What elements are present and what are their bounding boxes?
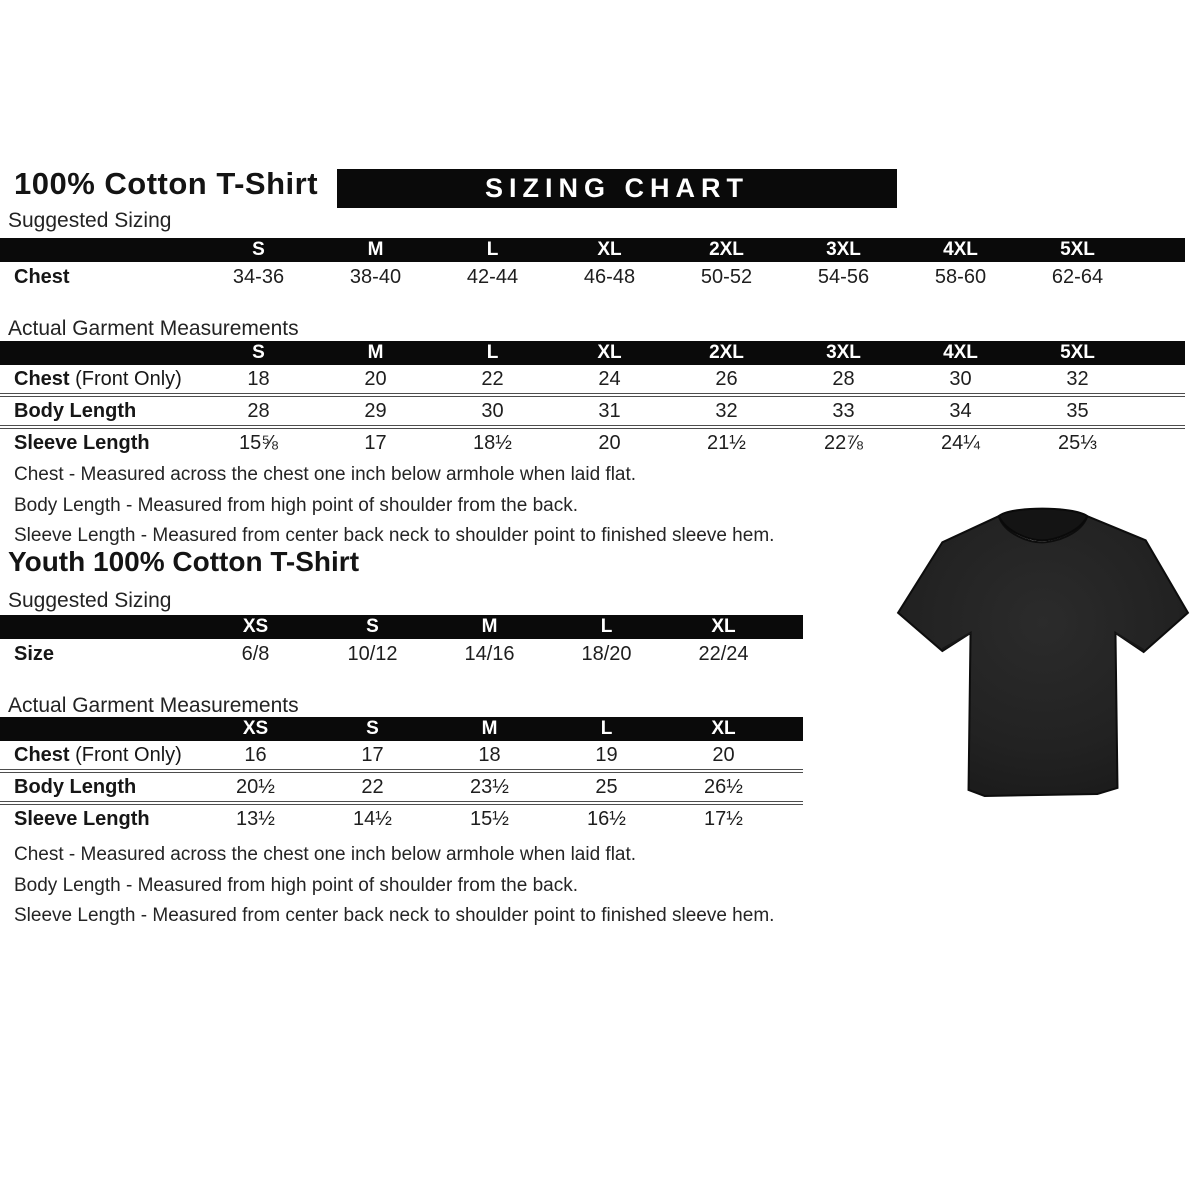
measurement-value: 24¼ (941, 432, 980, 454)
measurement-value: 17½ (704, 808, 743, 830)
row-label: Body Length (14, 776, 137, 798)
note-sleeve-length: Sleeve Length - Measured from center back neck to shoulder point to finished sleeve hem. (14, 905, 775, 926)
measurement-value: 23½ (470, 776, 509, 798)
table-row-sleeve-length (0, 801, 803, 833)
row-label-suffix: (Front Only) (69, 368, 182, 390)
adult-suggested-sizing-heading: Suggested Sizing (8, 209, 172, 232)
note-chest: Chest - Measured across the chest one inch below armhole when laid flat. (14, 844, 637, 865)
size-col-header: XL (665, 717, 782, 741)
measurement-value: 62-64 (1051, 266, 1104, 288)
measurement-value: 6/8 (241, 643, 270, 665)
adult-suggested-table (0, 238, 1185, 292)
row-filler-cell (782, 741, 803, 769)
note-chest: Chest - Measured across the chest one inch below armhole when laid flat. (14, 464, 637, 485)
measurement-value: 46-48 (583, 266, 636, 288)
size-col-header: 4XL (902, 341, 1019, 365)
measurement-value: 14½ (353, 808, 392, 830)
row-label: Sleeve Length (14, 432, 150, 454)
measurement-value: 32 (715, 400, 738, 422)
note-body-length: Body Length - Measured from high point of shoulder from the back. (14, 494, 578, 516)
measurement-value: 33 (832, 400, 855, 422)
size-col-header: XL (551, 238, 668, 262)
row-label: Chest (14, 266, 70, 288)
tshirt-image (886, 490, 1198, 802)
measurement-value: 54-56 (817, 266, 870, 288)
header-filler-cell (782, 717, 803, 741)
adult-measurement-notes (14, 460, 774, 552)
header-filler-cell (1136, 341, 1185, 365)
measurement-value: 10/12 (347, 643, 398, 665)
youth-section-title: Youth 100% Cotton T-Shirt (8, 546, 360, 577)
size-col-header: S (314, 717, 431, 741)
measurement-value: 28 (247, 400, 270, 422)
measurement-value: 13½ (236, 808, 275, 830)
row-filler-cell (1136, 397, 1185, 425)
size-col-header: L (548, 615, 665, 639)
header-spacer-cell (0, 615, 197, 639)
measurement-value: 22/24 (698, 643, 749, 665)
size-col-header: M (317, 341, 434, 365)
measurement-value: 32 (1066, 368, 1089, 390)
table-row-chest (0, 365, 1185, 393)
size-col-header: S (200, 341, 317, 365)
table-row-size (0, 639, 803, 669)
measurement-value: 18 (247, 368, 270, 390)
row-filler-cell (782, 773, 803, 801)
row-label: Sleeve Length (14, 808, 150, 830)
measurement-value: 20½ (236, 776, 275, 798)
measurement-value: 28 (832, 368, 855, 390)
size-col-header: M (317, 238, 434, 262)
row-filler-cell (1136, 262, 1185, 292)
measurement-value: 15½ (470, 808, 509, 830)
measurement-value: 17 (361, 744, 384, 766)
page-title: 100% Cotton T-Shirt (14, 166, 319, 201)
table-header-row (0, 238, 1185, 262)
row-filler-cell (1136, 365, 1185, 393)
size-col-header: 5XL (1019, 238, 1136, 262)
measurement-value: 30 (949, 368, 972, 390)
row-label (0, 365, 200, 393)
header-spacer-cell (0, 341, 200, 365)
measurement-value: 14/16 (464, 643, 515, 665)
measurement-value: 17 (364, 432, 387, 454)
youth-measurement-notes (14, 840, 774, 932)
row-label: Body Length (14, 400, 137, 422)
table-row-chest (0, 741, 803, 769)
size-col-header: M (431, 717, 548, 741)
youth-suggested-table (0, 615, 803, 669)
measurement-value: 18½ (473, 432, 512, 454)
row-label: Size (14, 643, 55, 665)
table-row-sleeve-length (0, 425, 1185, 457)
youth-suggested-sizing-heading: Suggested Sizing (8, 589, 172, 612)
table-header-row (0, 341, 1185, 365)
size-col-header: M (431, 615, 548, 639)
row-label-main: Chest (14, 368, 70, 390)
size-col-header: 2XL (668, 341, 785, 365)
row-label (0, 741, 197, 769)
measurement-value: 24 (598, 368, 621, 390)
row-filler-cell (782, 805, 803, 833)
measurement-value: 31 (598, 400, 621, 422)
note-sleeve-length: Sleeve Length - Measured from center back neck to shoulder point to finished sleeve hem. (14, 525, 775, 546)
measurement-value: 16 (244, 744, 267, 766)
measurement-value: 38-40 (349, 266, 402, 288)
size-col-header: XL (551, 341, 668, 365)
measurement-value: 22⅞ (824, 432, 863, 454)
size-col-header: XS (197, 717, 314, 741)
size-col-header: S (200, 238, 317, 262)
note-body-length: Body Length - Measured from high point of shoulder from the back. (14, 874, 578, 896)
youth-garment-table (0, 717, 803, 833)
measurement-value: 34 (949, 400, 972, 422)
measurement-value: 20 (598, 432, 621, 454)
table-row-body-length (0, 393, 1185, 425)
size-col-header: 5XL (1019, 341, 1136, 365)
table-row-body-length (0, 769, 803, 801)
measurement-value: 18 (478, 744, 501, 766)
measurement-value: 30 (481, 400, 504, 422)
header-spacer-cell (0, 717, 197, 741)
size-col-header: S (314, 615, 431, 639)
measurement-value: 20 (364, 368, 387, 390)
measurement-value: 26½ (704, 776, 743, 798)
size-col-header: XL (665, 615, 782, 639)
measurement-value: 34-36 (232, 266, 285, 288)
adult-garment-table (0, 341, 1185, 457)
table-header-row (0, 615, 803, 639)
measurement-value: 21½ (707, 432, 746, 454)
row-filler-cell (782, 639, 803, 669)
header-spacer-cell (0, 238, 200, 262)
measurement-value: 35 (1066, 400, 1089, 422)
size-col-header: L (434, 341, 551, 365)
row-filler-cell (1136, 429, 1185, 457)
table-header-row (0, 717, 803, 741)
measurement-value: 22 (361, 776, 384, 798)
size-col-header: L (548, 717, 665, 741)
size-col-header: 4XL (902, 238, 1019, 262)
measurement-value: 15⅝ (239, 432, 278, 454)
measurement-value: 50-52 (700, 266, 753, 288)
measurement-value: 22 (481, 368, 504, 390)
measurement-value: 42-44 (466, 266, 519, 288)
tshirt-silhouette (898, 516, 1188, 796)
measurement-value: 20 (712, 744, 735, 766)
size-col-header: L (434, 238, 551, 262)
header-filler-cell (1136, 238, 1185, 262)
size-col-header: XS (197, 615, 314, 639)
size-col-header: 3XL (785, 238, 902, 262)
measurement-value: 25 (595, 776, 618, 798)
row-label-main: Chest (14, 744, 70, 766)
measurement-value: 26 (715, 368, 738, 390)
size-col-header: 2XL (668, 238, 785, 262)
measurement-value: 25⅓ (1058, 432, 1097, 454)
measurement-value: 18/20 (581, 643, 632, 665)
size-col-header: 3XL (785, 341, 902, 365)
youth-garment-measurements-heading: Actual Garment Measurements (8, 694, 299, 717)
measurement-value: 29 (364, 400, 387, 422)
row-label-suffix: (Front Only) (69, 744, 182, 766)
measurement-value: 58-60 (934, 266, 987, 288)
sizing-chart-banner: SIZING CHART (337, 169, 897, 208)
adult-garment-measurements-heading: Actual Garment Measurements (8, 317, 299, 340)
measurement-value: 19 (595, 744, 618, 766)
table-row (0, 262, 1185, 292)
measurement-value: 16½ (587, 808, 626, 830)
header-filler-cell (782, 615, 803, 639)
